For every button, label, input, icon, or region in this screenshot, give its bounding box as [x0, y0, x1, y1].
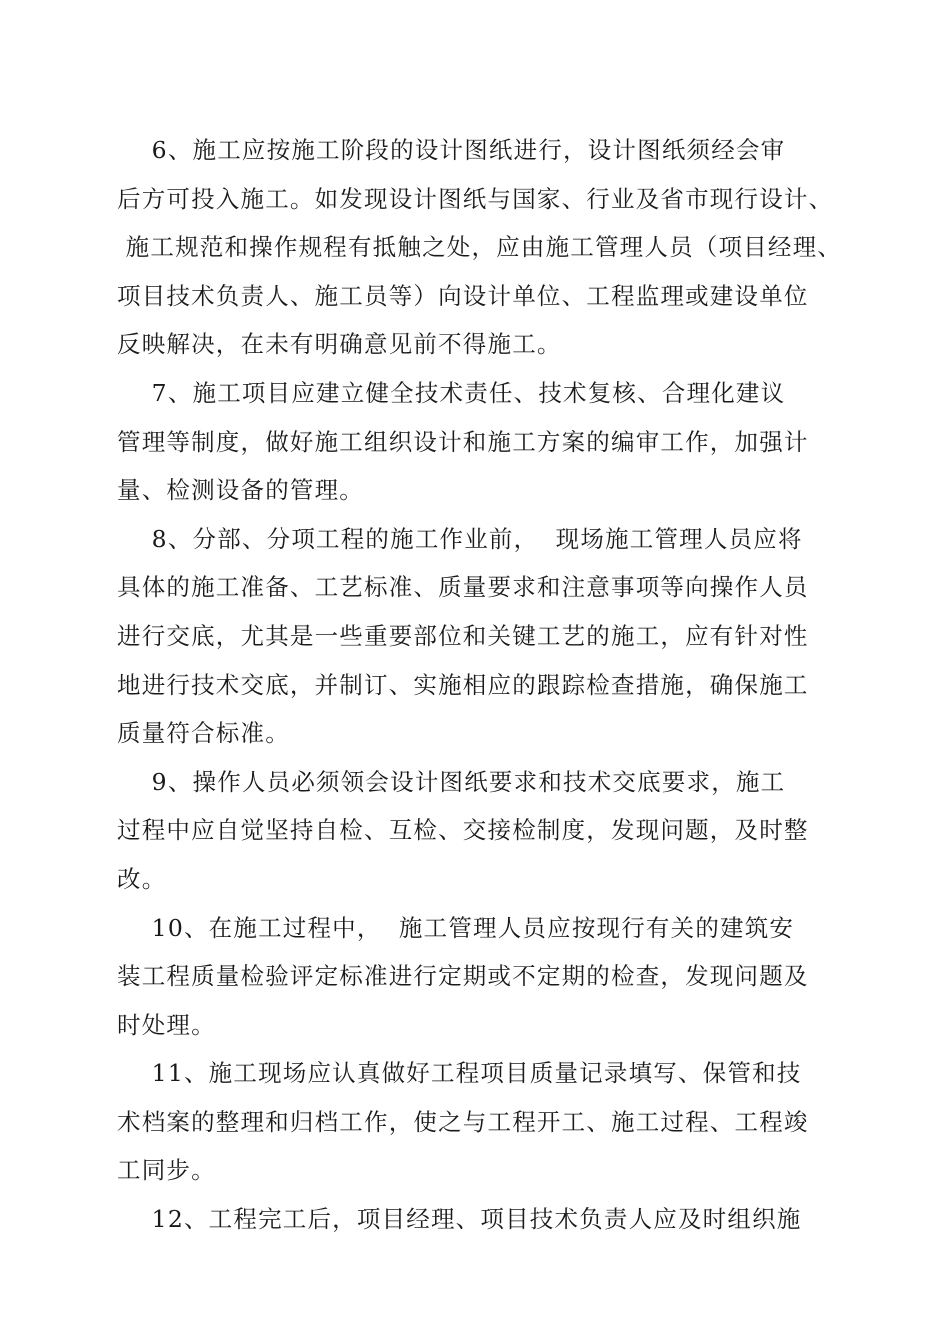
text-line: 改。	[117, 864, 167, 893]
text-line: 7、施工项目应建立健全技术责任、技术复核、合理化建议	[117, 378, 786, 407]
text-line: 过程中应自觉坚持自检、互检、交接检制度，发现问题，及时整	[117, 816, 809, 845]
text-line: 8、分部、分项工程的施工作业前， 现场施工管理人员应将	[117, 524, 803, 553]
text-line: 后方可投入施工。如发现设计图纸与国家、行业及省市现行设计、	[117, 184, 834, 213]
document-body	[117, 126, 862, 1244]
text-line: 地进行技术交底，并制订、实施相应的跟踪检查措施，确保施工	[117, 670, 809, 699]
text-line: 10、在施工过程中， 施工管理人员应按现行有关的建筑安	[117, 913, 795, 942]
text-line: 6、施工应按施工阶段的设计图纸进行，设计图纸须经会审	[117, 136, 786, 164]
text-line: 项目技术负责人、施工员等）向设计单位、工程监理或建设单位	[117, 281, 809, 310]
text-line: 时处理。	[117, 1010, 216, 1039]
text-line: 术档案的整理和归档工作，使之与工程开工、施工过程、工程竣	[117, 1107, 809, 1136]
text-line: 9、操作人员必须领会设计图纸要求和技术交底要求，施工	[117, 767, 786, 796]
text-line: 12、工程完工后，项目经理、项目技术负责人应及时组织施	[117, 1205, 802, 1234]
text-line: 具体的施工准备、工艺标准、质量要求和注意事项等向操作人员	[117, 573, 809, 602]
text-line: 进行交底，尤其是一些重要部位和关键工艺的施工，应有针对性	[117, 621, 809, 650]
text-line: 管理等制度，做好施工组织设计和施工方案的编审工作，加强计	[117, 427, 809, 456]
text-line: 装工程质量检验评定标准进行定期或不定期的检查，发现问题及	[117, 962, 809, 991]
text-line: 工同步。	[117, 1156, 216, 1185]
text-line: 11、施工现场应认真做好工程项目质量记录填写、保管和技	[117, 1059, 802, 1088]
text-line: 质量符合标准。	[117, 719, 290, 748]
text-line: 量、检测设备的管理。	[117, 476, 364, 505]
text-line: 反映解决，在未有明确意见前不得施工。	[117, 330, 562, 359]
text-line: 施工规范和操作规程有抵触之处，应由施工管理人员（项目经理、	[117, 233, 842, 262]
